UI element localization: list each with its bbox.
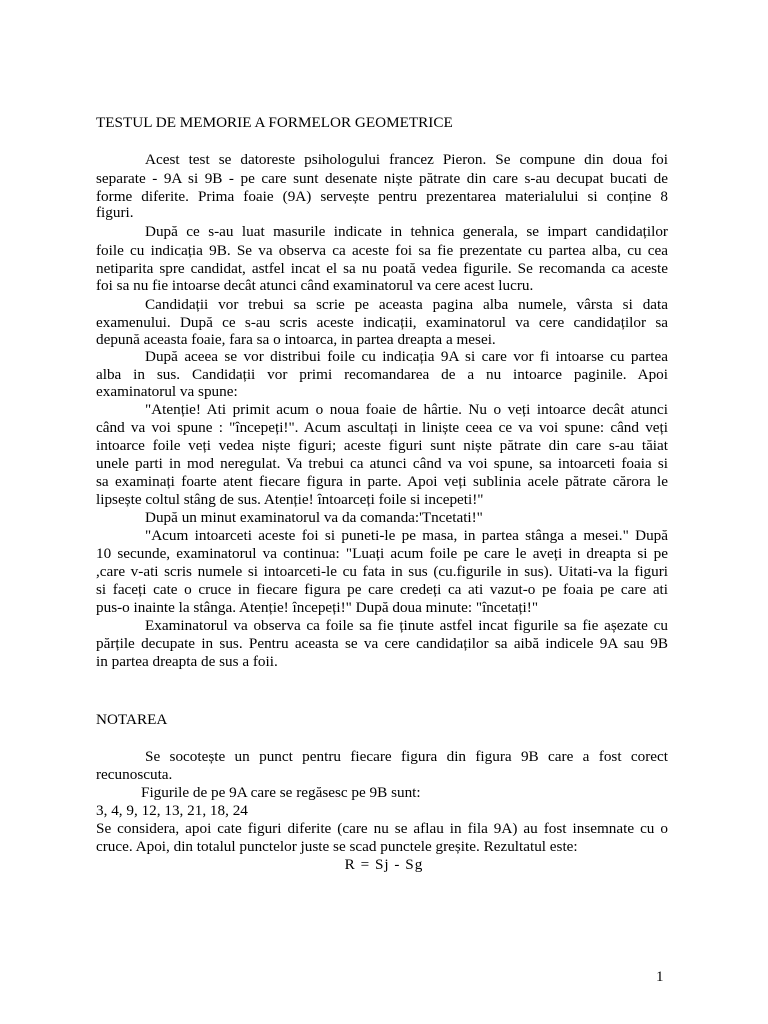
notarea-figures-intro: Figurile de pe 9A care se regăsesc pe 9B sunt: bbox=[141, 784, 421, 801]
paragraph-1-line-2: separate - 9A si 9B - pe care sunt desenate niște pătrate din care s-au decupat bucati de bbox=[96, 170, 668, 187]
document-title: TESTUL DE MEMORIE A FORMELOR GEOMETRICE bbox=[96, 114, 453, 131]
paragraph-4-line-3: examinatorul va spune: bbox=[96, 383, 238, 400]
paragraph-1-line-1: Acest test se datoreste psihologului francez Pieron. Se compune din doua foi bbox=[145, 151, 668, 168]
paragraph-1-line-3: forme diferite. Prima foaie (9A) servește pentru prezentarea materialului si conține 8 bbox=[96, 188, 668, 205]
notarea-paragraph-1-line-2: recunoscuta. bbox=[96, 766, 173, 783]
quote-line-1: "Atenție! Ati primit acum o noua foaie de hârtie. Nu o veți intoarce decât atunci bbox=[145, 401, 668, 418]
notarea-paragraph-3-line-1: Se considera, apoi cate figuri diferite (care nu se aflau in fila 9A) au fost insemnate cu o bbox=[96, 820, 668, 837]
paragraph-3-line-2: examenului. După ce s-au scris aceste indicații, examinatorul va cere candidaților sa bbox=[96, 314, 668, 331]
paragraph-7-line-5: pus-o inainte la stânga. Atenție! începeți!" După doua minute: "încetați!" bbox=[96, 599, 539, 616]
result-formula: R = Sj - Sg bbox=[344, 856, 424, 873]
paragraph-7-line-4: si faceți cate o cruce in fiecare figura pe care credeți ca ati vazut-o pe foaia pe care ati bbox=[96, 581, 668, 598]
paragraph-3-line-1: Candidații vor trebui sa scrie pe aceasta pagina alba numele, vârsta si data bbox=[145, 296, 668, 313]
paragraph-7-line-1: "Acum intoarceti aceste foi si puneti-le pe masa, in partea stânga a mesei." După bbox=[145, 527, 668, 544]
notarea-paragraph-3-line-2: cruce. Apoi, din totalul punctelor juste se scad punctele greșite. Rezultatul este: bbox=[96, 838, 578, 855]
paragraph-2-line-1: După ce s-au luat masurile indicate in tehnica generala, se impart candidaților bbox=[145, 223, 668, 240]
paragraph-8-line-1: Examinatorul va observa ca foile sa fie ținute astfel incat figurile sa fie așezate cu bbox=[145, 617, 668, 634]
notarea-paragraph-1-line-1: Se socotește un punct pentru fiecare figura din figura 9B care a fost corect bbox=[145, 748, 668, 765]
quote-line-3: intoarce foile veți vedea niște figuri; aceste figuri sunt niște pătrate din care s-au tăiat bbox=[96, 437, 668, 454]
paragraph-6-line-1: După un minut examinatorul va da comanda:'Tncetati!" bbox=[145, 509, 483, 526]
paragraph-7-line-2: 10 secunde, examinatorul va continua: "Luați acum foile pe care le aveți in dreapta si pe bbox=[96, 545, 668, 562]
notarea-figures-list: 3, 4, 9, 12, 13, 21, 18, 24 bbox=[96, 802, 248, 819]
paragraph-7-line-3: ,care v-ati scris numele si intoarceti-le cu fata in sus (cu.figurile in sus). Uitati-va la figuri bbox=[96, 563, 668, 580]
paragraph-8-line-2: părțile decupate in sus. Pentru aceasta se va cere candidaților sa aibă indicele 9A sau 9B bbox=[96, 635, 668, 652]
section-heading-notarea: NOTAREA bbox=[96, 711, 168, 728]
paragraph-4-line-1: După aceea se vor distribui foile cu indicația 9A si care vor fi intoarse cu partea bbox=[145, 348, 668, 365]
paragraph-1-line-4: figuri. bbox=[96, 204, 134, 221]
paragraph-2-line-2: foile cu indicația 9B. Se va observa ca aceste foi sa fie prezentate cu partea alba, cu cea bbox=[96, 242, 668, 259]
paragraph-2-line-3: netiparita spre candidat, astfel incat el sa nu poată vedea figurile. Se recomanda ca aceste bbox=[96, 260, 668, 277]
paragraph-8-line-3: in partea dreapta de sus a foii. bbox=[96, 653, 278, 670]
paragraph-4-line-2: alba in sus. Candidații vor primi recomandarea de a nu intoarce paginile. Apoi bbox=[96, 366, 668, 383]
quote-line-5: sa examinați foarte atent fiecare figura in parte. Apoi veți sublinia acele pătrate cărora le bbox=[96, 473, 668, 490]
paragraph-2-line-4: foi sa nu fie intoarse decât atunci când examinatorul va cere acest lucru. bbox=[96, 277, 534, 294]
page-number: 1 bbox=[656, 969, 664, 985]
quote-line-2: când va voi spune : "începeți!". Acum ascultați in liniște ceea ce va voi spune: când veți bbox=[96, 419, 668, 436]
quote-line-6: lipsește coltul stâng de sus. Atenție! întoarceți foile si incepeti!" bbox=[96, 491, 484, 508]
paragraph-3-line-3: depună aceasta foaie, fara sa o intoarca, in partea dreapta a mesei. bbox=[96, 331, 496, 348]
quote-line-4: unele parti in mod neregulat. Va trebui ca atunci când va voi spune, sa intoarceti foaia si bbox=[96, 455, 668, 472]
